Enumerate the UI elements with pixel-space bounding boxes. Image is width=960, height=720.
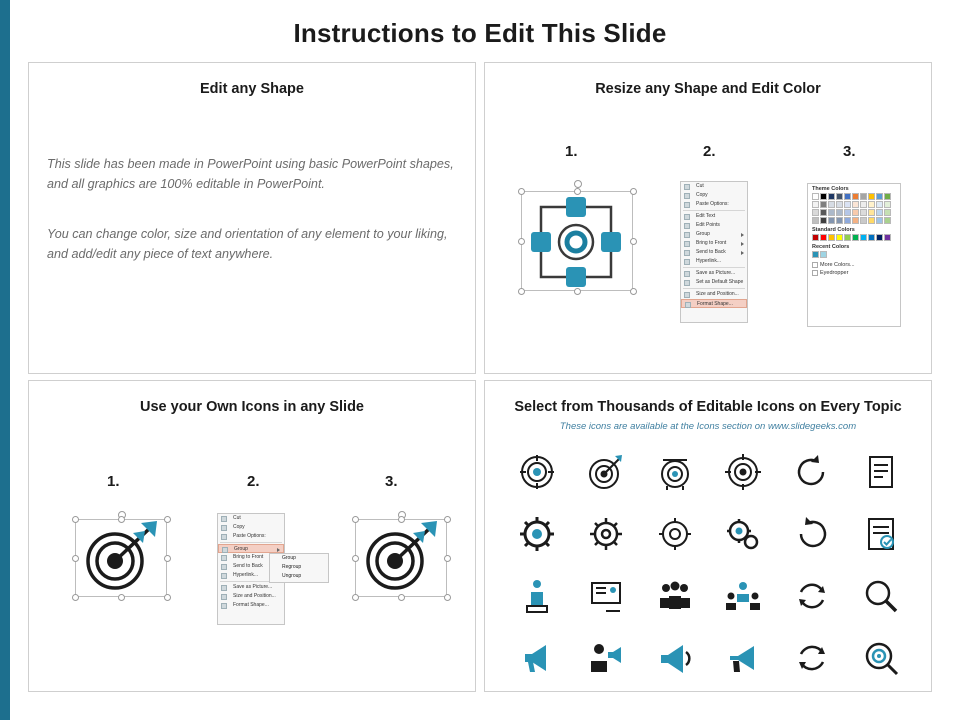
panel-subtitle: These icons are available at the Icons section on www.slidegeeks.com xyxy=(559,421,857,432)
bullhorn-icon[interactable] xyxy=(723,638,763,678)
page-title: Instructions to Edit This Slide xyxy=(293,18,667,48)
menu-item[interactable]: Bring to Front xyxy=(218,553,284,562)
announcement-person-icon[interactable] xyxy=(586,638,626,678)
icon-gallery xyxy=(503,441,915,689)
palette-icon xyxy=(812,262,818,268)
panel-title: Use your Own Icons in any Slide xyxy=(140,399,364,415)
menu-item[interactable]: Group xyxy=(681,230,747,239)
panel-use-your-own-icons xyxy=(28,380,476,692)
document-list-icon[interactable] xyxy=(861,452,901,492)
target-arrow-icon[interactable] xyxy=(517,452,557,492)
gear-outline-icon[interactable] xyxy=(655,514,695,554)
menu-divider xyxy=(683,210,745,211)
format-shape-icon xyxy=(221,603,227,609)
default-shape-icon xyxy=(684,280,690,286)
standard-colors-label: Standard Colors xyxy=(812,227,855,233)
checklist-icon[interactable] xyxy=(861,514,901,554)
menu-item[interactable]: Hyperlink... xyxy=(218,571,284,580)
icon-selection-illustration-1 xyxy=(71,511,171,601)
menu-item[interactable]: Send to Back xyxy=(218,562,284,571)
menu-item-group[interactable]: Group xyxy=(218,544,284,553)
menu-divider xyxy=(683,288,745,289)
panel-title: Select from Thousands of Editable Icons on Every Topic xyxy=(514,399,902,415)
loudspeaker-icon[interactable] xyxy=(655,638,695,678)
step-number-3: 3. xyxy=(843,143,856,160)
panel-resize-any-shape xyxy=(484,62,932,374)
menu-item-format-shape[interactable]: Format Shape... xyxy=(681,299,747,308)
icon-selection-illustration-2 xyxy=(351,511,451,601)
step-number-2: 2. xyxy=(247,473,260,490)
gear-cog-icon[interactable] xyxy=(586,514,626,554)
presentation-person-icon[interactable] xyxy=(586,576,626,616)
submenu-item-regroup[interactable]: Regroup xyxy=(282,564,302,570)
menu-item[interactable]: Hyperlink... xyxy=(681,257,747,266)
group-submenu[interactable] xyxy=(269,553,329,583)
edit-text-icon xyxy=(684,214,690,220)
refresh-arrow-icon[interactable] xyxy=(792,452,832,492)
size-position-icon xyxy=(684,292,690,298)
person-podium-icon[interactable] xyxy=(517,576,557,616)
recycle-arrows-icon[interactable] xyxy=(792,638,832,678)
menu-item[interactable]: Paste Options: xyxy=(681,200,747,209)
reload-arrow-icon[interactable] xyxy=(792,514,832,554)
target-dart-icon[interactable] xyxy=(655,452,695,492)
panel-title: Resize any Shape and Edit Color xyxy=(595,81,821,97)
theme-swatch-row-3[interactable] xyxy=(808,209,900,216)
menu-item[interactable]: Copy xyxy=(681,191,747,200)
chevron-right-icon xyxy=(277,548,280,552)
context-menu[interactable] xyxy=(680,181,748,323)
step-number-3: 3. xyxy=(385,473,398,490)
megaphone-icon[interactable] xyxy=(517,638,557,678)
shape-selection-illustration xyxy=(517,179,637,299)
bring-front-icon xyxy=(221,555,227,561)
magnifier-icon[interactable] xyxy=(861,576,901,616)
menu-item[interactable]: Paste Options: xyxy=(218,532,284,541)
panel-title: Edit any Shape xyxy=(200,81,304,97)
chevron-right-icon xyxy=(741,251,744,255)
menu-item[interactable]: Cut xyxy=(218,514,284,523)
group-people-icon[interactable] xyxy=(655,576,695,616)
menu-item[interactable]: Size and Position... xyxy=(218,592,284,601)
menu-item[interactable]: Bring to Front xyxy=(681,239,747,248)
save-picture-icon xyxy=(221,585,227,591)
submenu-item-ungroup[interactable]: Ungroup xyxy=(282,573,302,579)
bring-front-icon xyxy=(684,241,690,247)
menu-item[interactable]: Format Shape... xyxy=(218,601,284,610)
recent-colors-label: Recent Colors xyxy=(812,244,850,250)
menu-item[interactable]: Edit Points xyxy=(681,221,747,230)
group-icon xyxy=(684,232,690,238)
size-position-icon xyxy=(221,594,227,600)
eyedropper-item[interactable]: Eyedropper xyxy=(808,269,900,277)
target-search-icon[interactable] xyxy=(861,638,901,678)
gear-double-icon[interactable] xyxy=(723,514,763,554)
submenu-item-group[interactable]: Group xyxy=(282,555,296,561)
chevron-right-icon xyxy=(741,242,744,246)
standard-swatch-row[interactable] xyxy=(808,234,900,241)
theme-colors-label: Theme Colors xyxy=(812,186,849,192)
menu-divider xyxy=(683,267,745,268)
step-number-1: 1. xyxy=(565,143,578,160)
eyedropper-icon xyxy=(812,270,818,276)
cycle-arrows-icon[interactable] xyxy=(792,576,832,616)
hyperlink-icon xyxy=(684,259,690,265)
menu-item[interactable]: Copy xyxy=(218,523,284,532)
menu-item[interactable]: Save as Picture... xyxy=(218,583,284,592)
theme-swatch-row-4[interactable] xyxy=(808,217,900,224)
crosshair-target-icon[interactable] xyxy=(723,452,763,492)
menu-divider xyxy=(220,542,282,543)
color-picker-panel[interactable] xyxy=(807,183,901,327)
edit-points-icon xyxy=(684,223,690,229)
paste-icon xyxy=(684,202,690,208)
cut-icon xyxy=(684,184,690,190)
dartboard-icon[interactable] xyxy=(586,452,626,492)
save-picture-icon xyxy=(684,271,690,277)
gear-settings-icon[interactable] xyxy=(517,514,557,554)
copy-icon xyxy=(684,193,690,199)
theme-swatch-row-1[interactable] xyxy=(808,193,900,200)
panel-paragraph-1: This slide has been made in PowerPoint using basic PowerPoint shapes, and all graphics are 100% editable in PowerPoint. xyxy=(47,157,454,191)
chevron-right-icon xyxy=(741,233,744,237)
panel-select-from-icons xyxy=(484,380,932,692)
menu-item[interactable]: Size and Position... xyxy=(681,290,747,299)
hyperlink-icon xyxy=(221,573,227,579)
send-back-icon xyxy=(684,250,690,256)
accent-bar xyxy=(0,0,10,720)
menu-item[interactable]: Set as Default Shape xyxy=(681,278,747,287)
menu-item[interactable]: Cut xyxy=(681,182,747,191)
send-back-icon xyxy=(221,564,227,570)
cut-icon xyxy=(221,516,227,522)
menu-item[interactable]: Save as Picture... xyxy=(681,269,747,278)
panel-edit-any-shape xyxy=(28,62,476,374)
theme-swatch-row-2[interactable] xyxy=(808,201,900,208)
step-number-2: 2. xyxy=(703,143,716,160)
teamwork-group-icon[interactable] xyxy=(723,576,763,616)
recent-swatch-row[interactable] xyxy=(808,251,900,258)
menu-item[interactable]: Send to Back xyxy=(681,248,747,257)
more-colors-item[interactable]: More Colors... xyxy=(808,261,900,269)
format-shape-icon xyxy=(685,302,691,308)
copy-icon xyxy=(221,525,227,531)
step-number-1: 1. xyxy=(107,473,120,490)
paste-icon xyxy=(221,534,227,540)
panel-paragraph-2: You can change color, size and orientation of any element to your liking, and add/edit any piece of text anywhere. xyxy=(47,227,448,261)
menu-item[interactable]: Edit Text xyxy=(681,212,747,221)
